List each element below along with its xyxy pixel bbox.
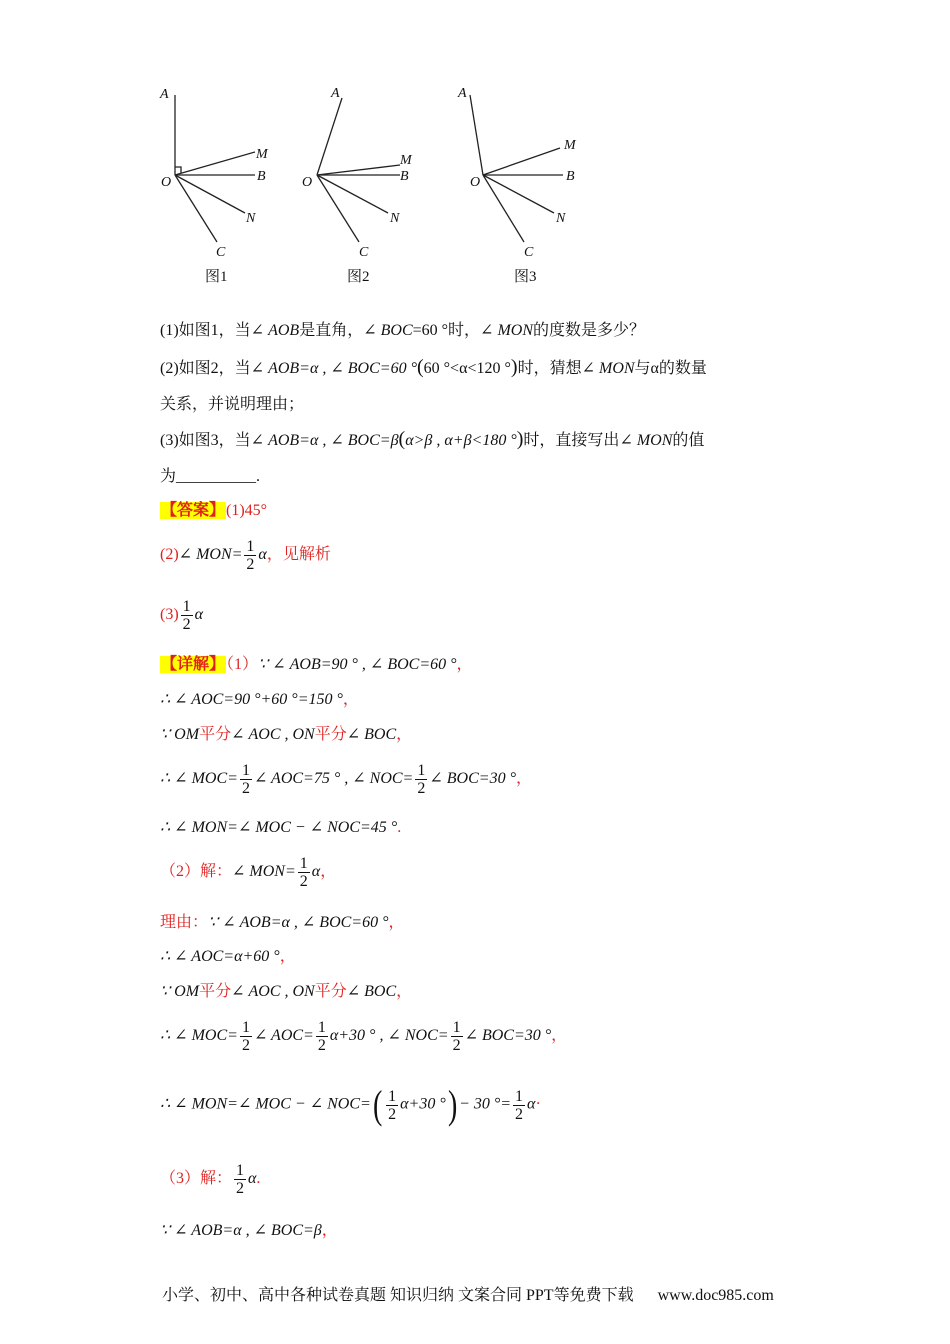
om: ∵ OM (160, 726, 200, 743)
figure-group (150, 80, 650, 290)
fig3-ray-oa (470, 95, 483, 175)
fig3-ray-om (483, 148, 560, 175)
answer-3-prefix: (3) (160, 606, 179, 624)
q1-end: 的度数是多少？ (533, 322, 646, 339)
fig3-label-n: N (556, 211, 566, 226)
detail-1-expr: ∵ ∠ AOB=90 ° , ∠ BOC=60 ° (258, 656, 457, 673)
right-angle-mark (175, 167, 181, 173)
p2-mon: ∠ MON= (232, 863, 296, 881)
fig1-ray-oc (175, 175, 217, 242)
fig3-label-o: O (470, 175, 481, 190)
bisect-word: 平分 (314, 983, 347, 1000)
q2-end: 与α的数量 (634, 360, 707, 377)
q1-prefix: (1)如图1，当 (160, 322, 251, 339)
q1-eq: =60 °时， (412, 322, 481, 339)
fig2-ray-on (317, 175, 388, 213)
fig2-ray-oc (317, 175, 359, 242)
p2-aoc-eq: ∠ AOC= (253, 1027, 314, 1045)
answer-2 (160, 538, 331, 573)
detail-1-line-1 (160, 654, 473, 676)
fig1-label-n: N (246, 211, 256, 226)
detail-1-line-2 (160, 689, 359, 711)
fraction-half: $\frac{1}{2}$ (246, 538, 255, 573)
angle-figures (150, 80, 650, 290)
fig3-label-m: M (564, 138, 576, 153)
fig1-label-b: B (257, 169, 266, 184)
detail-1-aoc: ∴ ∠ AOC=90 °+60 °=150 ° (160, 691, 343, 708)
reason-label: 理由： (160, 914, 209, 931)
detail-2-line-4 (160, 981, 412, 1003)
fig2-label-m: M (400, 153, 412, 168)
detail-1-line-4 (160, 762, 532, 797)
fig2-label-c: C (359, 245, 369, 260)
question-2-cont: 关系，并说明理由； (160, 396, 305, 413)
detail-1-line-5 (160, 817, 401, 839)
fig2-label-n: N (390, 211, 400, 226)
fig3-caption: 图3 (514, 269, 537, 285)
fraction-half: $\frac{1}{2}$ (299, 855, 308, 890)
right-paren: ) (447, 1082, 458, 1127)
fig2-ray-oa (317, 98, 342, 175)
page-footer (162, 1282, 774, 1305)
detail-part-1-label: （1） (226, 656, 259, 673)
bisect-word: 平分 (314, 726, 347, 743)
comma: ， (456, 656, 473, 673)
footer-text: 小学、初中、高中各种试卷真题 知识归纳 文案合同 PPT等免费下载 (162, 1287, 634, 1304)
left-paren: ( (372, 1082, 383, 1127)
p2-alpha-30: α+30 ° (400, 1095, 446, 1113)
q2-prefix: (2)如图2，当 (160, 360, 251, 377)
q1-mid: 是直角， (299, 322, 364, 339)
p2-mon-calc: ∴ ∠ MON=∠ MOC − ∠ NOC= (160, 1095, 371, 1113)
p2-given: ∵ ∠ AOB=α , ∠ BOC=60 ° (208, 914, 389, 931)
fig3-label-a: A (458, 86, 467, 101)
mon-45: ∴ ∠ MON=∠ MOC − ∠ NOC=45 ° (160, 819, 398, 836)
aoc-on: ∠ AOC , ON (231, 983, 315, 1000)
fraction-half: $\frac{1}{2}$ (417, 762, 426, 797)
q2-mid: 时，猜想 (517, 360, 582, 377)
answer-2-end: ，见解析 (266, 546, 331, 564)
answer-2-prefix: (2) (160, 546, 179, 564)
detail-2-line-3 (160, 946, 296, 968)
fig1-label-m: M (256, 147, 268, 162)
fig1-label-o: O (161, 175, 172, 190)
fig1-label-a: A (160, 87, 169, 102)
q1-angle-boc: ∠ BOC (363, 322, 413, 339)
fig3-ray-oc (483, 175, 524, 242)
comma: ， (515, 770, 532, 788)
comma: ， (342, 691, 359, 708)
detail-part-2-label: （2）解： (160, 863, 233, 881)
fig2-label-o: O (302, 175, 313, 190)
fraction-half: $\frac{1}{2}$ (388, 1087, 397, 1123)
comma: ， (551, 1027, 568, 1045)
fig1-caption: 图1 (205, 269, 228, 285)
answer-2-expr: ∠ MON= (178, 546, 243, 564)
bisect-word: 平分 (199, 726, 232, 743)
fraction-half: $\frac{1}{2}$ (236, 1162, 245, 1197)
fig2-label-b: B (400, 169, 409, 184)
boc: ∠ BOC (346, 983, 397, 1000)
om: ∵ OM (160, 983, 200, 1000)
comma: ， (321, 1222, 338, 1239)
p2-result-alpha: α (527, 1095, 536, 1113)
question-2: (2)如图2，当∠ AOB=α , ∠ BOC=60 °(60 °<α<120 °)时，猜想∠ MON与α的数量 (160, 356, 707, 378)
answer-2-alpha: α (258, 546, 267, 564)
p2-boc-30: ∠ BOC=30 ° (464, 1027, 552, 1045)
q1-angle-mon: ∠ MON (480, 322, 534, 339)
fraction-half: $\frac{1}{2}$ (182, 598, 191, 633)
question-3-cont: 为__________. (160, 468, 261, 485)
question-1 (160, 320, 645, 342)
p3-alpha: α (248, 1170, 257, 1188)
q1-angle-aob: ∠ AOB (250, 322, 300, 339)
q2-angle-mon: ∠ MON (581, 360, 635, 377)
comma: ， (388, 914, 405, 931)
fig1-ray-om (175, 152, 255, 175)
fraction-half: $\frac{1}{2}$ (515, 1087, 524, 1123)
fig2-caption: 图2 (347, 269, 370, 285)
q3-expr: ∠ AOB=α , ∠ BOC=β (250, 432, 399, 449)
fig1-label-c: C (216, 245, 226, 260)
dot: · (535, 1095, 541, 1113)
fig3-label-b: B (566, 169, 575, 184)
comma: ， (396, 726, 413, 743)
aoc-on: ∠ AOC , ON (231, 726, 315, 743)
p2-moc-eq: ∴ ∠ MOC= (160, 1027, 238, 1045)
detail-2-line-5 (160, 1019, 567, 1054)
detail-2-line-1 (160, 855, 336, 890)
detail-3-line-1 (160, 1162, 260, 1197)
fig1-ray-on (175, 175, 245, 213)
boc: ∠ BOC (346, 726, 397, 743)
moc-eq: ∴ ∠ MOC= (160, 770, 238, 788)
answer-1-text: (1)45° (226, 502, 268, 519)
comma: ， (320, 863, 337, 881)
comma: ， (396, 983, 413, 1000)
detail-part-3-label: （3）解： (160, 1170, 233, 1188)
answer-tag: 【答案】 (161, 502, 226, 519)
question-3: (3)如图3，当∠ AOB=α , ∠ BOC=β(α>β , α+β<180 °)时，直接写出∠ MON的值 (160, 428, 705, 450)
fraction-half: $\frac{1}{2}$ (241, 1019, 250, 1054)
p2-alpha: α (311, 863, 321, 881)
fig2-label-a: A (331, 86, 340, 101)
answer-1 (160, 500, 267, 522)
fraction-half: $\frac{1}{2}$ (317, 1019, 326, 1054)
bisect-word: 平分 (199, 983, 232, 1000)
q3-prefix: (3)如图3，当 (160, 432, 251, 449)
answer-3 (160, 598, 203, 633)
detail-tag: 【详解】 (161, 656, 226, 673)
q3-end: 的值 (672, 432, 705, 449)
detail-2-line-6 (160, 1082, 541, 1127)
p3-given: ∵ ∠ AOB=α , ∠ BOC=β (160, 1222, 322, 1239)
q3-mid: 时，直接写出 (523, 432, 620, 449)
detail-1-line-3 (160, 724, 412, 746)
period: . (256, 1170, 261, 1188)
fig3-label-c: C (524, 245, 534, 260)
fraction-half: $\frac{1}{2}$ (241, 762, 250, 797)
detail-3-line-2 (160, 1220, 338, 1242)
p2-aoc: ∴ ∠ AOC=α+60 ° (160, 948, 280, 965)
p2-noc-eq: α+30 ° , ∠ NOC= (329, 1027, 449, 1045)
detail-2-line-2 (160, 912, 405, 934)
answer-3-alpha: α (194, 606, 204, 624)
footer-link[interactable]: www.doc985.com (657, 1287, 774, 1304)
q2-expr: ∠ AOB=α , ∠ BOC=60 ° (250, 360, 417, 377)
q3-angle-mon: ∠ MON (619, 432, 673, 449)
aoc-75: ∠ AOC=75 ° , ∠ NOC= (253, 770, 414, 788)
fig2-ray-om (317, 165, 400, 175)
q3-range: α>β , α+β<180 ° (405, 432, 517, 449)
q2-range: 60 °<α<120 ° (423, 360, 511, 377)
fraction-half: $\frac{1}{2}$ (452, 1019, 461, 1054)
p2-minus-30: − 30 °= (459, 1095, 512, 1113)
fig3-ray-on (483, 175, 554, 213)
boc-30: ∠ BOC=30 ° (429, 770, 516, 788)
comma: ， (279, 948, 296, 965)
period: . (397, 819, 402, 836)
